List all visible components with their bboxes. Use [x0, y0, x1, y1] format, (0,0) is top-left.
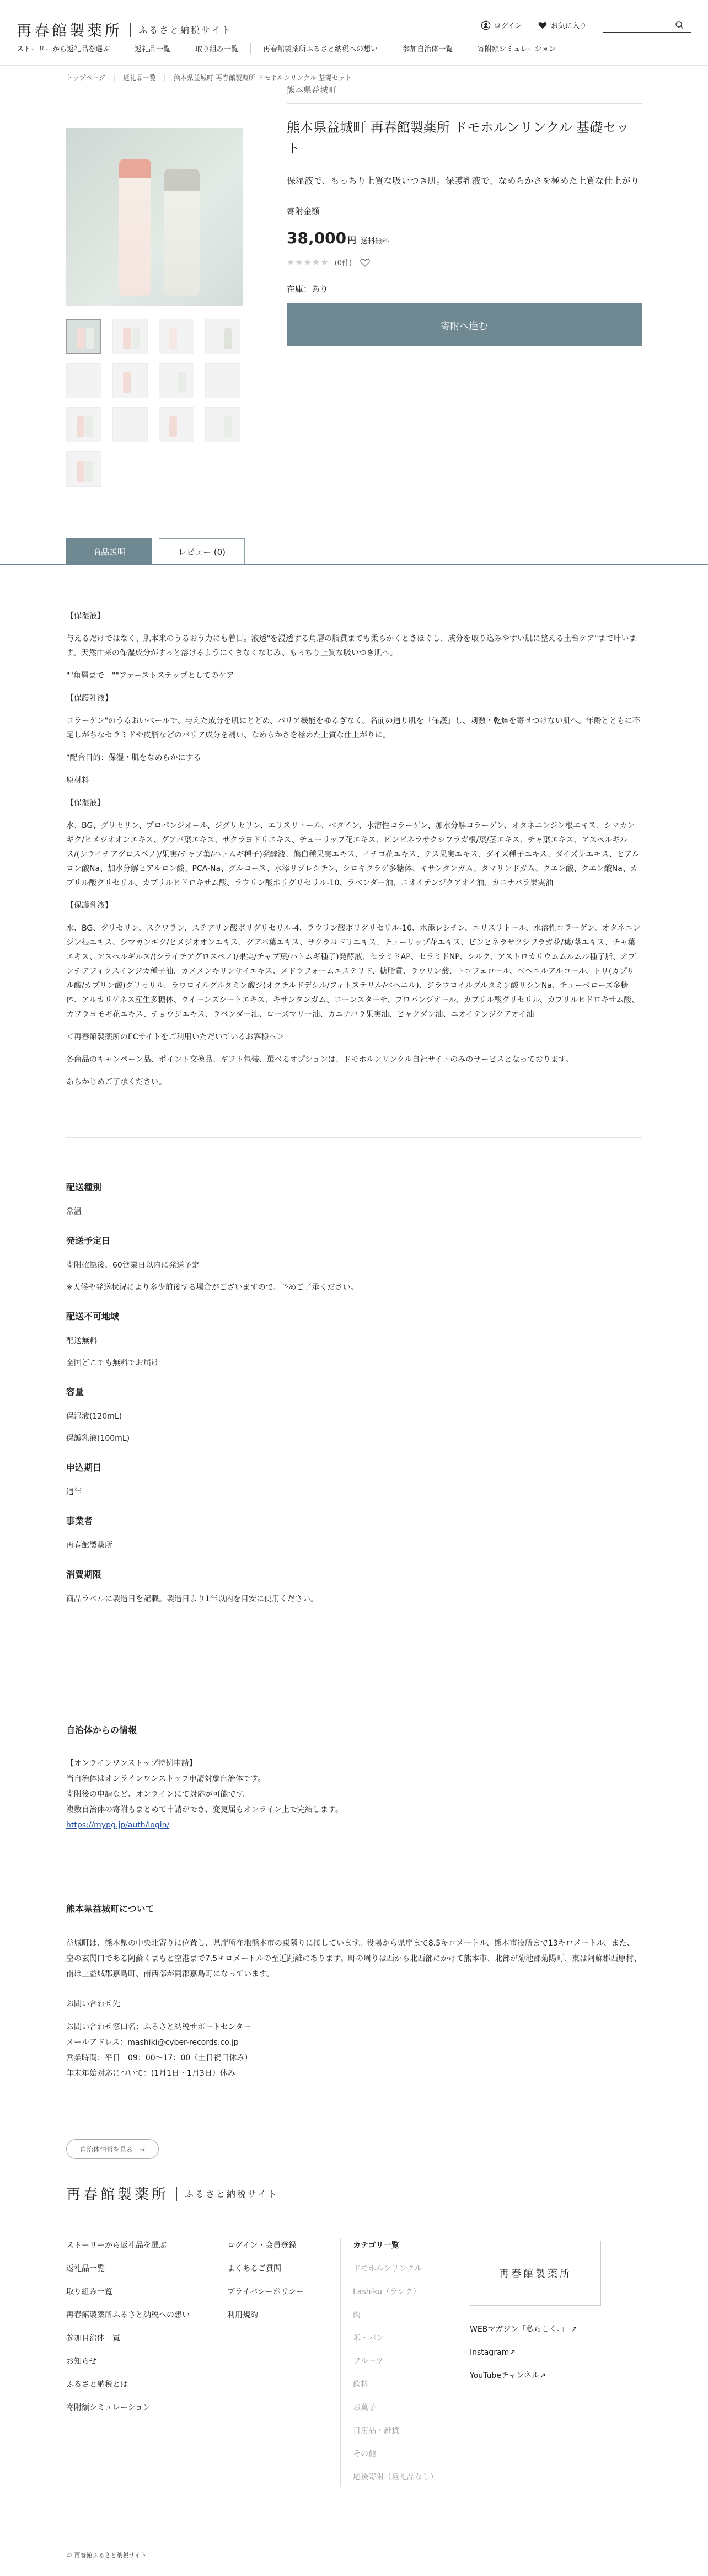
spec-item	[66, 1234, 642, 1295]
spec-value: 再春館製薬所	[66, 1541, 112, 1550]
category-link[interactable]: Lashiku（ラシク）	[353, 2288, 421, 2296]
nav-municipalities[interactable]: 参加自治体一覧	[390, 43, 465, 54]
spec-value: 商品ラベルに製造日を記載。製造日より1年以内を目安に使用ください。	[66, 1595, 318, 1604]
product-info	[287, 84, 642, 346]
thumbnail-image[interactable]	[159, 363, 194, 398]
town-about	[66, 1902, 642, 2081]
brand-divider	[176, 2187, 177, 2201]
product-bottle-image	[119, 159, 151, 296]
thumbnail-image[interactable]	[159, 407, 194, 442]
contact-line: 営業時間：平日 09：00〜17：00（土日祝日休み）	[66, 2054, 253, 2062]
instagram-link[interactable]	[470, 2348, 516, 2357]
footer-external-links	[470, 2322, 577, 2392]
footer-link[interactable]: ストーリーから返礼品を選ぶ	[66, 2241, 167, 2250]
nav-gift-list[interactable]: 返礼品一覧	[122, 43, 183, 54]
nav-story[interactable]: ストーリーから返礼品を選ぶ	[17, 45, 110, 54]
ec-notice-note: あらかじめご了承ください。	[66, 1078, 167, 1087]
info-line: 当自治体はオンラインワンストップ申請対象自治体です。	[66, 1775, 266, 1783]
favorite-heart-icon[interactable]	[360, 258, 371, 268]
breadcrumb-gift-list[interactable]: 返礼品一覧	[122, 74, 156, 82]
contact-line: 年末年始対応について：(1月1日〜1月3日）休み	[66, 2069, 235, 2078]
favorites-link[interactable]	[538, 20, 587, 30]
desc-paragraph: 与えるだけではなく、肌本来のうるおう力にも着目。液透"を浸透する角層の脂質までも柔らかくときほぐし、成分を取り込みやすい肌に整える土台ケア"まで叶います。天然由来の保湿成分がすっと溶けるようにくまなくなじみ、もっちり上質な吸いつき肌へ。	[66, 634, 637, 658]
web-magazine-label: WEBマガジン「私らしく。」	[470, 2325, 568, 2334]
footer-link[interactable]: ふるさと納税とは	[66, 2380, 128, 2389]
footer-nav-col1	[66, 2238, 190, 2424]
category-link[interactable]: お菓子	[353, 2403, 376, 2412]
tab-reviews[interactable]: レビュー (0)	[159, 538, 245, 565]
external-link-icon: ↗	[539, 2371, 546, 2380]
desc-note: ""角層まで ""ファーストステップとしてのケア	[66, 671, 234, 680]
categories-title: カテゴリ一覧	[353, 2241, 399, 2250]
town-about-text	[66, 1936, 642, 2081]
breadcrumb-home[interactable]: トップページ	[66, 74, 105, 82]
category-link[interactable]: その他	[353, 2450, 376, 2459]
stock-status: 在庫：あり	[287, 284, 329, 294]
footer-brand-name: 再春館製薬所	[66, 2187, 169, 2203]
thumbnail-image[interactable]	[159, 319, 194, 354]
info-line: 【オンラインワンストップ特例申請】	[66, 1759, 197, 1768]
thumbnail-image[interactable]	[66, 363, 101, 398]
login-label: ログイン	[494, 22, 522, 30]
product-description: 保湿液で、もっちり上質な吸いつき肌。保護乳液で、なめらかさを極めた上質な仕上がり	[287, 175, 640, 186]
search-icon[interactable]	[675, 20, 684, 29]
nav-simulation[interactable]: 寄附額シミュレーション	[465, 43, 568, 54]
thumbnail-image[interactable]	[205, 407, 240, 442]
thumbnail-image[interactable]	[66, 407, 101, 442]
thumbnail-image[interactable]	[205, 363, 240, 398]
breadcrumb-separator: |	[163, 73, 167, 82]
youtube-label: YouTubeチャンネル	[470, 2371, 540, 2380]
brand-divider	[130, 23, 131, 37]
spec-item	[66, 1310, 642, 1371]
footer-link[interactable]: 利用規約	[227, 2311, 258, 2320]
product-town: 熊本県益城町	[287, 85, 337, 95]
product-main-image[interactable]	[66, 128, 243, 306]
instagram-label: Instagram	[470, 2348, 509, 2357]
footer-logo[interactable]	[66, 2183, 278, 2204]
price-unit: 円	[347, 235, 357, 245]
spec-value: 寄附確認後、60営業日以内に発送予定	[66, 1261, 200, 1270]
breadcrumb	[66, 73, 352, 82]
ingredients-title: 原材料	[66, 776, 89, 785]
price-label: 寄附金額	[287, 206, 320, 216]
municipality-info-text	[66, 1756, 642, 1833]
spec-value: 常温	[66, 1207, 82, 1216]
site-logo[interactable]	[17, 19, 232, 40]
desc-heading: 【保湿液】	[66, 612, 105, 621]
spec-value: 通年	[66, 1488, 82, 1497]
desc-heading: 【保湿液】	[66, 799, 105, 808]
spec-item	[66, 1514, 642, 1553]
section-title: 熊本県益城町について	[66, 1904, 154, 1914]
product-title: 熊本県益城町 再春館製薬所 ドモホルンリンクル 基礎セット	[287, 120, 630, 156]
footer-link[interactable]: 参加自治体一覧	[66, 2334, 120, 2343]
site-header	[0, 0, 708, 66]
onestop-login-link[interactable]: https://mypg.jp/auth/login/	[66, 1821, 170, 1830]
divider	[66, 1137, 642, 1138]
info-line: 寄附後の申請など、オンラインにて対応が可能です。	[66, 1790, 251, 1799]
category-link[interactable]: 飲料	[353, 2380, 368, 2389]
product-specs	[66, 1180, 642, 1621]
ec-notice-title: ＜再春館製薬所のECサイトをご利用いただいているお客様へ＞	[66, 1033, 285, 1041]
price-value: 38,000	[287, 229, 347, 247]
thumbnail-image[interactable]	[112, 407, 148, 442]
search-input[interactable]	[603, 20, 675, 29]
ingredients-list: 水、BG、グリセリン、プロパンジオール、ジグリセリン、エリスリトール、ベタイン、水溶性コラーゲン、加水分解コラーゲン、オタネニンジン根エキス、シマカンギク/ヒメジオオンエキス、グアバ葉エキス、サクラヨドリエキス、チューリップ花エキス、ビンピネラサクシフラガ根/葉/茎エキス、チャ葉エキス、アスペルギルス/(シライチアグロスペノ)/果実/チャブ葉/ハトムギ種子)発酵液、熊白種果実エキス、イチゴ花エキス、テス果実エキス、ダイズ種子エキス、ダイズ芽エキス、ヒアルロン酸Na、加水分解ヒアルロン酸、PCA-Na、グルコース、水添リゾレシチン、シロキクラゲ多糖体、キサンタンガム、タマリンドガム、クエン酸、クエン酸Na、カプリル酸グリセリル、カプリルヒドロキサム酸、ラウリン酸ポリグリセリル-10、ラベンダー油、ニオイテンジクアオイ油、カニナバラ果実油	[66, 821, 640, 888]
category-link[interactable]: 米・パン	[353, 2334, 384, 2343]
category-link[interactable]: フルーツ	[353, 2357, 383, 2366]
thumbnail-image[interactable]	[66, 319, 101, 354]
thumbnail-image[interactable]	[112, 363, 148, 398]
spec-value: 全国どこでも無料でお届け	[66, 1359, 159, 1367]
review-count[interactable]: (0件)	[334, 259, 352, 268]
web-magazine-link[interactable]	[470, 2325, 577, 2334]
product-tabs	[66, 538, 251, 565]
spec-item	[66, 1461, 642, 1500]
ingredients-list: 水、BG、グリセリン、スクワラン、ステアリン酸ポリグリセリル-4、ラウリン酸ポリグリセリル-10、水添レシチン、エリスリトール、水溶性コラーゲン、オタネニンジン根エキス、シマカンギク/ヒメジオオンエキス、グアバ葉エキス、サクラヨドリエキス、チューリップ花エキス、ビンピネラサクシフラガ花/葉/茎エキス、チャ葉エキス、アスペルギルス/(シライチアグロスペノ)/果実/チャブ葉/ハトムギ種子)発酵液、セラミドAP、セラミドNP、シルク、アストロカリウムムルムル種子脂、オプンチアフィクスインジカ種子油、カメメンキリンサイエキス、メドウフォームエステリド、糖脂質、ラウリン酸、トコフェロール、ベヘニルアルコール、トリ(カプリル酸/カプリン酸)グリセリル、ラウロイルグルタミン酸ジ(オクチルドデシル/フィトステリル/ベヘニル)、ジラウロイルグルタミン酸リシンNa、チューベローズ多糖体、アルカリゲネス産生多糖体、クイーンズシートエキス、キサンタンガム、コーンスターチ、プロパンジオール、カプリル酸グリセリル、カプリルヒドロキサム酸、カワラヨモギ花エキス、チョウジエキス、ラベンダー油、ローズマリー油、カニナバラ果実油、ビャクダン油、ニオイテンジクアオイ油	[66, 924, 641, 1019]
town-description: 益城町は、熊本県の中央北寄りに位置し、県庁所在地熊本市の東隣りに接しています。役場から県庁まで8.5キロメートル、熊本市役所まで13キロメートル、また、空の玄関口である阿蘇くまもと空港まで7.5キロメートルの至近距離にあります。町の周りは西から北西部にかけて熊本市、北部が菊池郡菊陽町、東は阿蘇郡西原村、南は上益城郡嘉島町、南西部が同郡嘉島町になっています。	[66, 1939, 642, 1979]
footer-link[interactable]: よくあるご質問	[227, 2264, 281, 2273]
product-description-body	[66, 609, 642, 1098]
footer-brand-subtitle: ふるさと納税サイト	[185, 2189, 278, 2199]
external-link-icon: ↗	[571, 2325, 577, 2334]
copyright: © 再春館ふるさと納税サイト	[66, 2552, 147, 2559]
spec-label: 配送不可地域	[66, 1311, 120, 1322]
category-link[interactable]: 日用品・雑貨	[353, 2427, 399, 2435]
municipality-info	[66, 1723, 642, 1833]
spec-label: 容量	[66, 1387, 84, 1397]
footer-link[interactable]: 取り組み一覧	[66, 2288, 112, 2296]
footer-link[interactable]: 再春館製薬所ふるさと納税への想い	[66, 2311, 190, 2320]
global-nav	[17, 43, 568, 54]
thumbnail-image[interactable]	[205, 319, 240, 354]
footer-link[interactable]: ログイン・会員登録	[227, 2241, 297, 2250]
divider	[287, 103, 642, 104]
breadcrumb-current: 熊本県益城町 再春館製薬所 ドモホルンリンクル 基礎セット	[174, 74, 352, 82]
contact-title: お問い合わせ先	[66, 2000, 120, 2008]
shipping-note: 送料無料	[361, 237, 390, 245]
info-line: 複数自治体の寄附もまとめて申請ができ、変更届もオンライン上で完結します。	[66, 1805, 343, 1814]
spec-label: 配送種別	[66, 1182, 102, 1193]
spec-label: 発送予定日	[66, 1236, 111, 1246]
external-link-icon: ↗	[509, 2348, 516, 2357]
product-bottle-image	[164, 169, 200, 296]
nav-thoughts[interactable]: 再春館製薬所ふるさと納税への想い	[250, 43, 390, 54]
proceed-donation-button[interactable]: 寄附へ進む	[287, 303, 642, 346]
footer-categories	[353, 2238, 438, 2493]
section-title: 自治体からの情報	[66, 1725, 137, 1735]
desc-heading: 【保護乳液】	[66, 694, 112, 703]
footer-link[interactable]: 寄附額シミュレーション	[66, 2403, 151, 2412]
nav-initiatives[interactable]: 取り組み一覧	[183, 43, 250, 54]
desc-paragraph: コラーゲン"のうるおいベールで、与えた成分を肌にとどめ、バリア機能をゆるぎなく。名前の通り肌を「保護」し、刺激・乾燥を寄せつけない肌へ。年齢とともに不足しがちなセラミドや皮脂などのバリア成分を補い、なめらかさを極めた上質な仕上がりに。	[66, 717, 640, 740]
tab-underline	[0, 564, 708, 565]
tab-description[interactable]: 商品説明	[66, 538, 152, 565]
spec-value: 配送無料	[66, 1337, 97, 1345]
footer-link[interactable]: 返礼品一覧	[66, 2264, 105, 2273]
user-icon	[481, 20, 491, 30]
category-link[interactable]: 応援寄附（返礼品なし）	[353, 2473, 438, 2482]
youtube-link[interactable]	[470, 2371, 546, 2380]
spec-value: 保護乳液(100mL)	[66, 1434, 130, 1443]
spec-value: 保湿液(120mL)	[66, 1412, 122, 1421]
search-box	[603, 18, 691, 33]
spec-item	[66, 1568, 642, 1607]
view-municipality-button[interactable]: 自治体情報を見る →	[66, 2139, 159, 2159]
thumbnail-image[interactable]	[112, 319, 148, 354]
contact-line: メールアドレス：mashiki@cyber-records.co.jp	[66, 2038, 239, 2047]
spec-value: ※天候や発送状況により多少前後する場合がございますので、予めご了承ください。	[66, 1283, 358, 1292]
category-link[interactable]: ドモホルンリンクル	[353, 2264, 422, 2273]
brand-name: 再春館製薬所	[17, 23, 122, 40]
footer-company-logo[interactable]: 再春館製薬所	[470, 2241, 601, 2306]
spec-item	[66, 1180, 642, 1220]
desc-heading: 【保護乳液】	[66, 901, 112, 910]
spec-label: 消費期限	[66, 1569, 102, 1580]
spec-item	[66, 1385, 642, 1446]
contact-line: お問い合わせ窓口名：ふるさと納税サポートセンター	[66, 2023, 251, 2032]
ec-notice-text: 各商品のキャンペーン品、ポイント交換品、ギフト包装、選べるオプションは、ドモホルンリンクル自社サイトのみのサービスとなっております。	[66, 1055, 573, 1064]
desc-note: "配合目的：保湿・肌をなめらかにする	[66, 753, 201, 762]
spec-label: 事業者	[66, 1516, 93, 1526]
footer-column-divider	[340, 2238, 341, 2487]
login-link[interactable]	[481, 20, 522, 30]
header-utilities	[481, 18, 691, 33]
rating-stars: ★★★★★	[287, 257, 329, 268]
breadcrumb-separator: |	[112, 73, 115, 82]
category-link[interactable]: 肉	[353, 2311, 361, 2320]
price-row	[287, 229, 642, 247]
footer-link[interactable]: お知らせ	[66, 2357, 97, 2366]
favorites-label: お気に入り	[550, 22, 587, 30]
spec-label: 申込期日	[66, 1462, 102, 1473]
rating-row	[287, 257, 642, 268]
heart-icon	[538, 20, 548, 30]
footer-nav-col2	[227, 2238, 304, 2331]
thumbnail-image[interactable]	[66, 451, 101, 487]
brand-subtitle: ふるさと納税サイト	[138, 25, 232, 35]
footer-link[interactable]: プライバシーポリシー	[227, 2288, 304, 2296]
